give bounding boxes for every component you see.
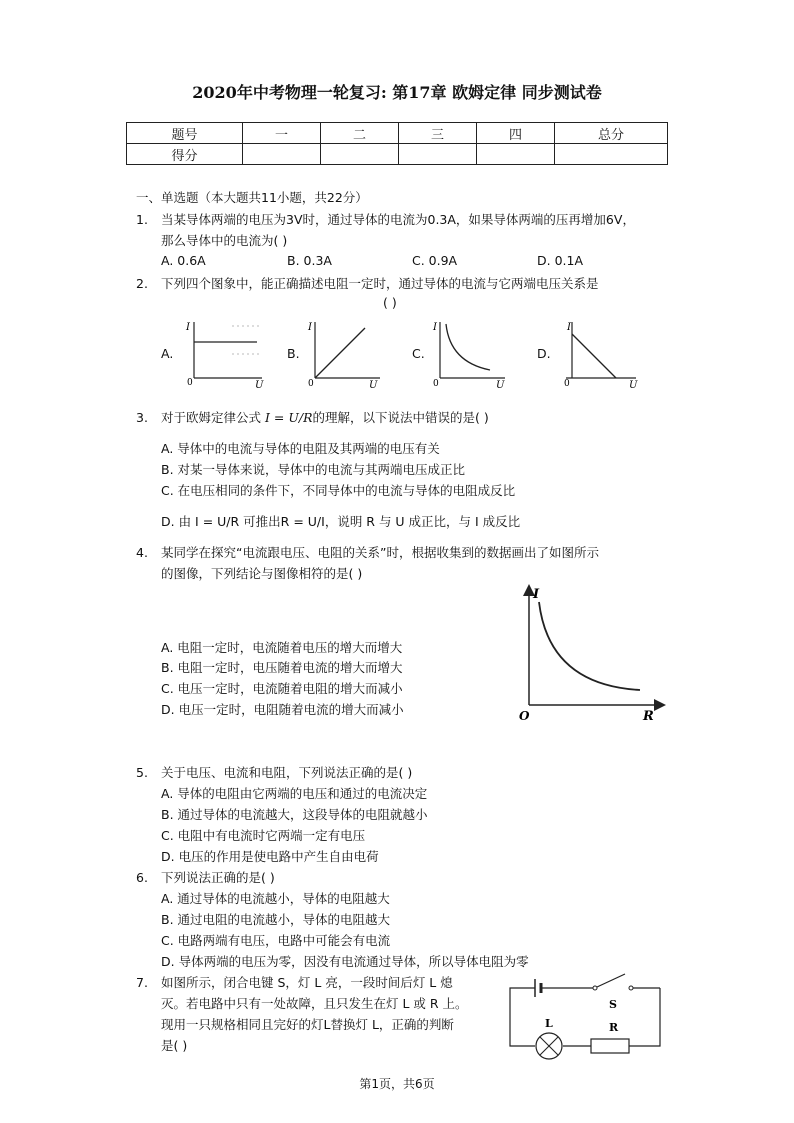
stem-formula: I = U/R (265, 410, 313, 425)
origin-label: O (519, 709, 530, 723)
page-footer: 第1页，共6页 (359, 1077, 435, 1091)
score-cell[interactable] (399, 144, 477, 165)
page-title: 2020年中考物理一轮复习: 第17章 欧姆定律 同步测试卷 (192, 83, 602, 102)
lamp-icon (536, 1033, 562, 1059)
option-c[interactable]: C. (412, 346, 425, 361)
option-d[interactable]: D. 导体两端的电压为零，因没有电流通过导体，所以导体电阻为零 (161, 954, 529, 969)
option-b[interactable]: B. 通过导体的电流越大，这段导体的电阻就越小 (161, 807, 428, 822)
option-a[interactable]: A. 电阻一定时，电流随着电压的增大而增大 (161, 640, 403, 655)
option-c[interactable]: C. 电路两端有电压，电路中可能会有电流 (161, 933, 391, 948)
option-b[interactable]: B. 0.3A (287, 253, 332, 268)
option-d[interactable]: D. 由 I = U/R 可推出R = U/I，说明 R 与 U 成正比，与 I 成反比 (161, 514, 521, 529)
question-text (161, 408, 489, 426)
option-a[interactable]: A. 导体中的电流与导体的电阻及其两端的电压有关 (161, 441, 440, 456)
question-number: 2. (136, 276, 148, 291)
graph-curve (539, 602, 640, 690)
question-text: 如图所示，闭合电键 S，灯 L 亮，一段时间后灯 L 熄 (161, 975, 453, 990)
question-text: 的图像，下列结论与图像相符的是( ) (161, 566, 363, 581)
question-text: 某同学在探究“电流跟电压、电阻的关系”时，根据收集到的数据画出了如图所示 (161, 545, 599, 560)
graph-b (305, 318, 385, 390)
section-heading: 一、单选题（本大题共11小题，共22分） (136, 190, 368, 205)
score-table (126, 122, 668, 165)
axis-label: U (496, 380, 505, 390)
header-cell: 一 (243, 123, 321, 144)
battery-icon (535, 979, 541, 997)
graph-line (572, 334, 616, 378)
question-text: 灭。若电路中只有一处故障，且只发生在灯 L 或 R 上。 (161, 996, 468, 1011)
axis-label: U (629, 380, 638, 390)
axis-label-i: I (533, 587, 540, 602)
question-text: 那么导体中的电流为( ) (161, 233, 288, 248)
graph-i-r (515, 580, 670, 725)
score-cell[interactable] (555, 144, 668, 165)
switch-icon (593, 974, 633, 990)
option-d[interactable]: D. 0.1A (537, 253, 584, 268)
origin-label: 0 (308, 379, 314, 389)
option-c[interactable]: C. 电阻中有电流时它两端一定有电压 (161, 828, 366, 843)
graph-a (182, 318, 267, 390)
question-number: 6. (136, 870, 148, 885)
option-a[interactable]: A. 0.6A (161, 253, 206, 268)
graph-curve (446, 324, 490, 370)
option-c[interactable]: C. 在电压相同的条件下，不同导体中的电流与导体的电阻成反比 (161, 483, 516, 498)
option-b[interactable]: B. 通过电阻的电流越小，导体的电阻越大 (161, 912, 391, 927)
axis-label: I (186, 322, 190, 333)
resistor-icon (591, 1039, 629, 1053)
option-c[interactable]: C. 电压一定时，电流随着电阻的增大而减小 (161, 681, 403, 696)
origin-label: 0 (187, 378, 193, 388)
question-number: 5. (136, 765, 148, 780)
score-cell[interactable] (321, 144, 399, 165)
graph-c (430, 318, 510, 390)
option-b[interactable]: B. 电阻一定时，电压随着电流的增大而增大 (161, 660, 403, 675)
circuit-diagram (505, 968, 665, 1066)
axis-label: I (433, 322, 437, 333)
score-table-row (127, 144, 668, 165)
label-r: R (609, 1021, 619, 1034)
stem-post: 的理解，以下说法中错误的是( ) (312, 410, 489, 425)
option-b[interactable]: B. 对某一导体来说，导体中的电流与其两端电压成正比 (161, 462, 466, 477)
score-table-header-row (127, 123, 668, 144)
question-text: 下列说法正确的是( ) (161, 870, 275, 885)
axis-label-r: R (643, 709, 654, 724)
axis-label: U (369, 380, 378, 390)
header-cell: 总分 (555, 123, 668, 144)
graph-d (556, 318, 641, 390)
graph-line (315, 328, 365, 378)
option-d[interactable]: D. (537, 346, 551, 361)
header-cell: 题号 (127, 123, 243, 144)
origin-label: 0 (564, 379, 570, 389)
stem-pre: 对于欧姆定律公式 (161, 410, 262, 425)
label-l: L (545, 1017, 553, 1030)
axis-label: U (255, 380, 264, 390)
question-number: 3. (136, 410, 148, 425)
option-d[interactable]: D. 电压一定时，电阻随着电流的增大而减小 (161, 702, 404, 717)
question-text: 是( ) (161, 1038, 188, 1053)
question-text: 现用一只规格相同且完好的灯L替换灯 L，正确的判断 (161, 1017, 454, 1032)
question-number: 1. (136, 212, 148, 227)
question-number: 7. (136, 975, 148, 990)
score-cell[interactable] (477, 144, 555, 165)
row-label: 得分 (127, 144, 243, 165)
option-a[interactable]: A. 通过导体的电流越小，导体的电阻越大 (161, 891, 390, 906)
question-text: 当某导体两端的电压为3V时，通过导体的电流为0.3A，如果导体两端的压再增加6V， (161, 212, 635, 227)
question-text: 关于电压、电流和电阻，下列说法正确的是( ) (161, 765, 413, 780)
option-c[interactable]: C. 0.9A (412, 253, 458, 268)
option-d[interactable]: D. 电压的作用是使电路中产生自由电荷 (161, 849, 379, 864)
header-cell: 三 (399, 123, 477, 144)
header-cell: 四 (477, 123, 555, 144)
score-cell[interactable] (243, 144, 321, 165)
option-a[interactable]: A. 导体的电阻由它两端的电压和通过的电流决定 (161, 786, 428, 801)
option-a[interactable]: A. (161, 346, 174, 361)
question-text: 下列四个图象中，能正确描述电阻一定时，通过导体的电流与它两端电压关系是 (161, 276, 599, 291)
origin-label: 0 (433, 379, 439, 389)
option-b[interactable]: B. (287, 346, 300, 361)
label-s: S (609, 998, 617, 1011)
question-number: 4. (136, 545, 148, 560)
header-cell: 二 (321, 123, 399, 144)
question-text: ( ) (383, 295, 397, 310)
axis-label: I (567, 322, 571, 333)
axis-label: I (308, 322, 312, 333)
